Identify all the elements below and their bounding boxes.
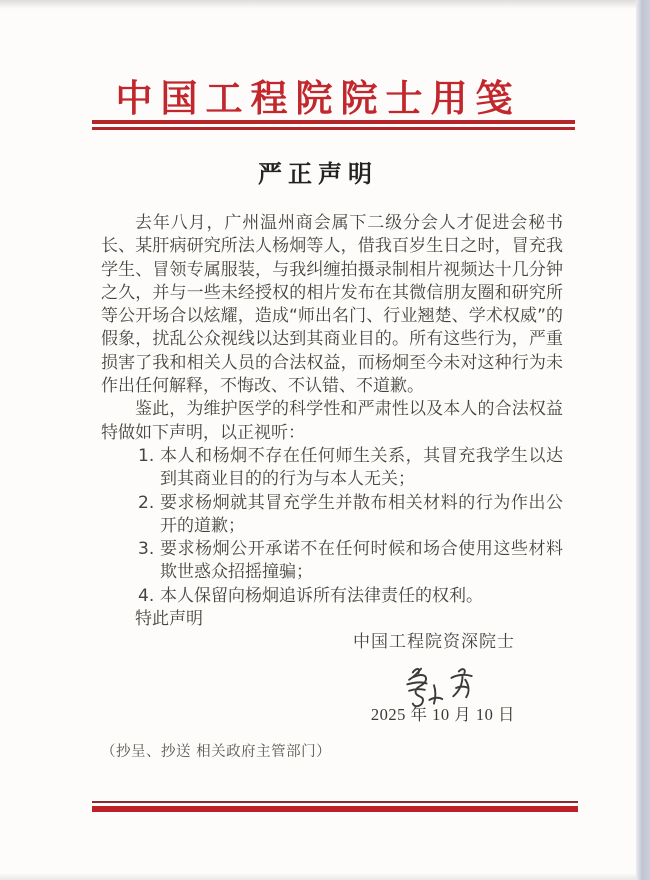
photo-right-edge-shadow	[636, 0, 650, 880]
photo-bottom-shadow	[0, 873, 636, 880]
list-item	[138, 492, 563, 539]
list-item-number: 2.	[138, 492, 155, 513]
signature-block	[101, 631, 563, 726]
list-item-number: 1.	[138, 445, 155, 466]
cc-note: （抄呈、抄送 相关政府主管部门）	[101, 743, 332, 760]
list-item	[138, 445, 563, 492]
list-item-text: 要求杨炯公开承诺不在任何时候和场合使用这些材料欺世惑众招摇撞骗；	[160, 539, 563, 583]
list-item	[138, 585, 563, 608]
list-item-text: 要求杨炯就其冒充学生并散布相关材料的行为作出公开的道歉；	[160, 492, 563, 536]
photo-top-shadow	[0, 0, 636, 9]
statement-body	[101, 212, 563, 764]
body-paragraph-1: 去年八月，广州温州商会属下二级分会人才促进会秘书长、某肝病研究所法人杨炯等人，借我百岁生日之时，冒充我学生、冒领专属服装，与我纠缠拍摄录制相片视频达十几分钟之久，并与一些未经授权的相片发布在其微信朋友圈和研究所等公开场合以炫耀，造成“师出名门、行业翘楚、学术权威”的假象，扰乱公众视线以达到其商业目的。所有这些行为，严重损害了我和相关人员的合法权益，而杨炯至今未对这种行为未作出任何解释，不悔改、不认错、不道歉。	[101, 213, 563, 397]
list-item-number: 4.	[138, 585, 155, 606]
date-line: 2025 年 10 月 10 日	[370, 704, 515, 724]
signer-title: 中国工程院资深院士	[353, 632, 515, 653]
list-item-text: 本人和杨炯不存在任何师生关系，其冒充我学生以达到其商业目的的行为与本人无关；	[160, 445, 563, 490]
declaration-list	[101, 445, 563, 608]
statement-title: 严正声明	[258, 161, 378, 188]
closing-line: 特此声明	[135, 609, 203, 630]
letterhead-double-rule	[92, 120, 575, 130]
body-paragraph-2: 鉴此，为维护医学的科学性和严肃性以及本人的合法权益特做如下声明，以正视听：	[101, 399, 563, 443]
list-item-text: 本人保留向杨炯追诉所有法律责任的权利。	[160, 585, 483, 606]
letterhead-title: 中国工程院院士用笺	[115, 79, 521, 120]
list-item	[138, 538, 563, 585]
footer-double-rule	[92, 801, 578, 812]
list-item-number: 3.	[138, 539, 155, 560]
